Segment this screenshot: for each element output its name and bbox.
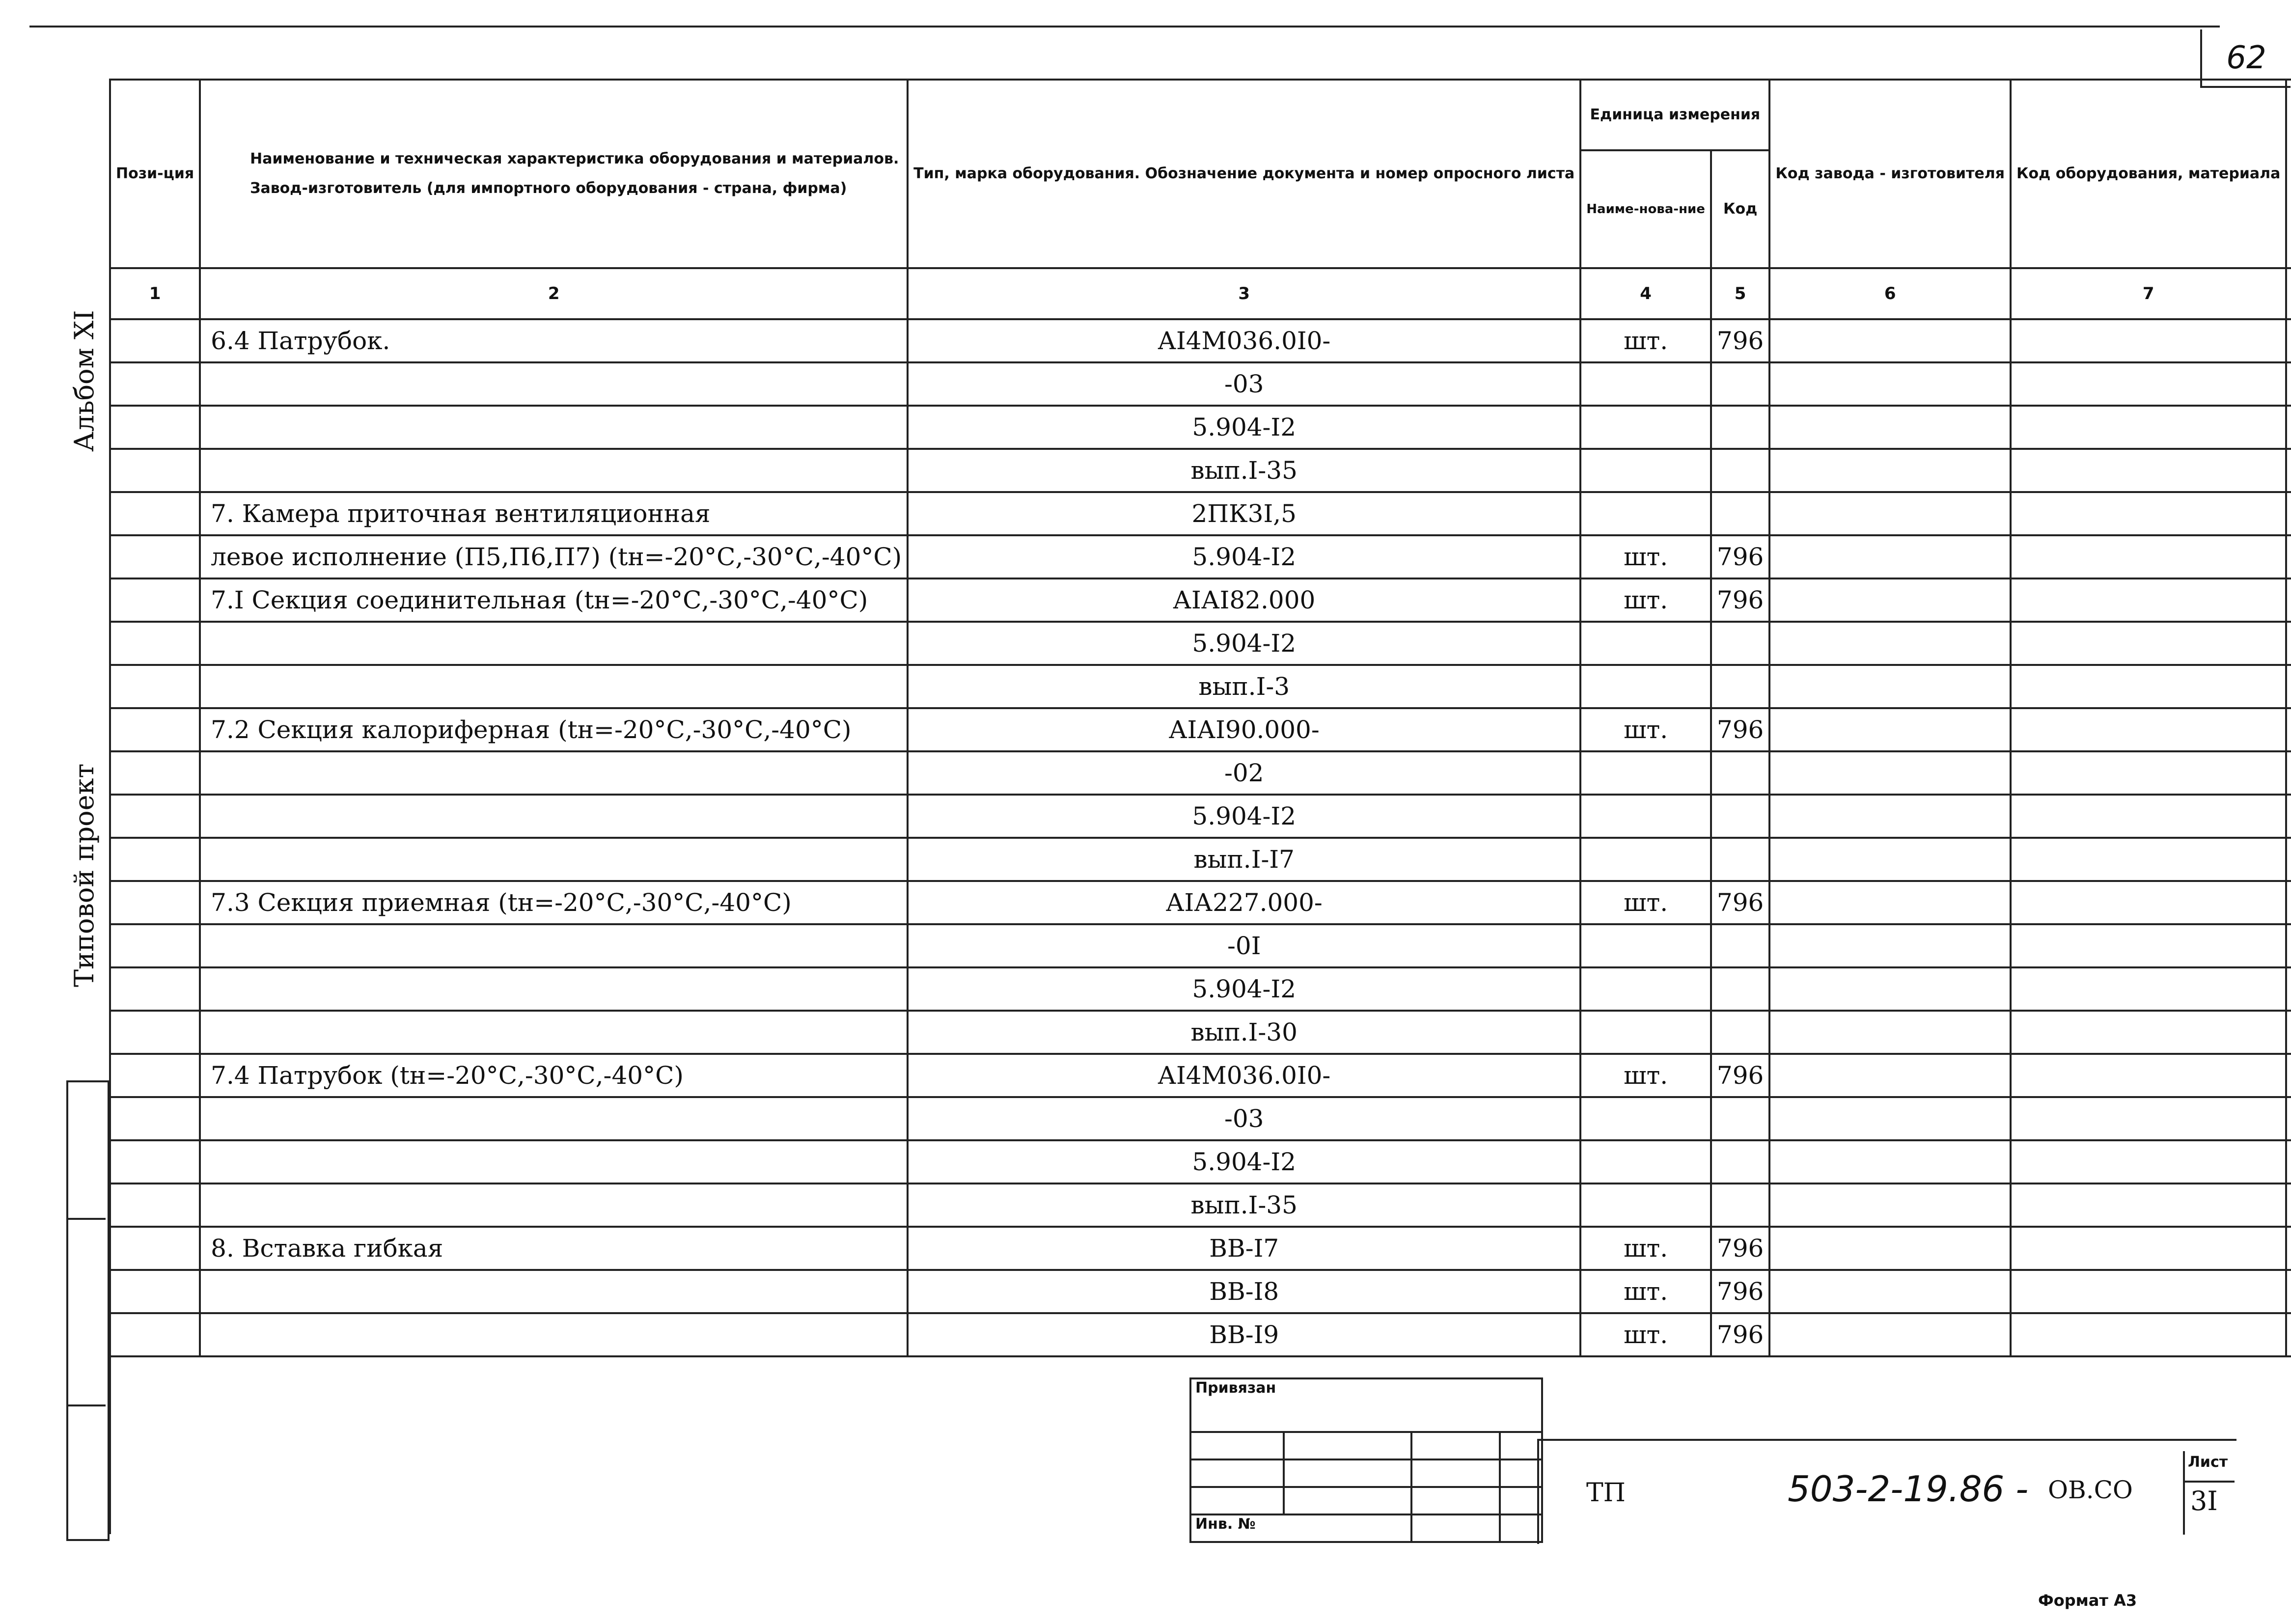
attachment-stamp	[1189, 1377, 1543, 1543]
table-row	[110, 881, 2291, 924]
row-name: 7.2 Секция калориферная (tн=-20°С,-30°С,-40°С)	[200, 708, 908, 751]
row-name	[200, 838, 908, 881]
header-unit-name: Наиме-нова-ние	[1580, 150, 1711, 268]
row-factory-code	[1769, 967, 2011, 1011]
row-unit-code: 796	[1711, 1227, 1769, 1270]
table-row	[110, 1184, 2291, 1227]
table-row	[110, 535, 2291, 578]
row-name: 7.3 Секция приемная (tн=-20°С,-30°С,-40°С)	[200, 881, 908, 924]
row-price	[2286, 967, 2291, 1011]
margin-stamp-box	[66, 1080, 110, 1541]
row-equipment-code	[2011, 622, 2286, 665]
row-equipment-code	[2011, 708, 2286, 751]
row-unit-code: 796	[1711, 1313, 1769, 1356]
col-number: 4	[1580, 268, 1711, 319]
header-name-line2: Завод-изготовитель (для импортного оборудования - страна, фирма)	[250, 180, 847, 197]
header-equipment-code: Код оборудования, материала	[2011, 80, 2286, 268]
row-name	[200, 967, 908, 1011]
row-unit-name	[1580, 362, 1711, 406]
row-position	[110, 535, 200, 578]
row-unit-name	[1580, 795, 1711, 838]
page-number: 62	[2200, 29, 2291, 88]
row-unit-name: шт.	[1580, 881, 1711, 924]
table-row	[110, 1227, 2291, 1270]
row-equipment-code	[2011, 1313, 2286, 1356]
row-price	[2286, 838, 2291, 881]
row-unit-name	[1580, 924, 1711, 967]
document-suffix: ОВ.СО	[2048, 1476, 2133, 1504]
row-name	[200, 795, 908, 838]
document-number: 503-2-19.86 -	[1788, 1468, 2029, 1510]
row-unit-name	[1580, 1184, 1711, 1227]
row-position	[110, 362, 200, 406]
row-unit-code	[1711, 838, 1769, 881]
row-name	[200, 1097, 908, 1140]
col-number: 6	[1769, 268, 2011, 319]
row-name	[200, 1184, 908, 1227]
header-unit-code: Код	[1711, 150, 1769, 268]
row-name: 7. Камера приточная вентиляционная	[200, 492, 908, 535]
row-unit-code: 796	[1711, 708, 1769, 751]
row-name	[200, 1270, 908, 1313]
row-factory-code	[1769, 1140, 2011, 1184]
table-row	[110, 1011, 2291, 1054]
row-name	[200, 362, 908, 406]
row-type: вып.I-35	[908, 1184, 1580, 1227]
row-factory-code	[1769, 751, 2011, 795]
row-position	[110, 1140, 200, 1184]
row-name	[200, 924, 908, 967]
row-name: 7.I Секция соединительная (tн=-20°С,-30°С,-40°С)	[200, 578, 908, 622]
row-factory-code	[1769, 838, 2011, 881]
table-row	[110, 1140, 2291, 1184]
row-type: -02	[908, 751, 1580, 795]
row-name	[200, 665, 908, 708]
row-equipment-code	[2011, 362, 2286, 406]
row-type: АI4М036.0I0-	[908, 1054, 1580, 1097]
row-name: 7.4 Патрубок (tн=-20°С,-30°С,-40°С)	[200, 1054, 908, 1097]
row-equipment-code	[2011, 1097, 2286, 1140]
row-name	[200, 1140, 908, 1184]
row-name	[200, 406, 908, 449]
row-equipment-code	[2011, 492, 2286, 535]
row-price	[2286, 1313, 2291, 1356]
table-row	[110, 924, 2291, 967]
table-row	[110, 665, 2291, 708]
row-position	[110, 578, 200, 622]
row-position	[110, 1097, 200, 1140]
row-factory-code	[1769, 535, 2011, 578]
col-number: 2	[200, 268, 908, 319]
row-price	[2286, 751, 2291, 795]
row-equipment-code	[2011, 665, 2286, 708]
row-factory-code	[1769, 492, 2011, 535]
row-unit-name	[1580, 622, 1711, 665]
row-unit-name	[1580, 492, 1711, 535]
header-unit: Единица измерения	[1580, 80, 1769, 150]
row-factory-code	[1769, 1313, 2011, 1356]
row-type: 5.904-I2	[908, 406, 1580, 449]
row-factory-code	[1769, 1227, 2011, 1270]
row-factory-code	[1769, 1097, 2011, 1140]
row-equipment-code	[2011, 838, 2286, 881]
row-type: 5.904-I2	[908, 1140, 1580, 1184]
sheet-divider	[2183, 1481, 2235, 1483]
row-price	[2286, 881, 2291, 924]
row-name	[200, 449, 908, 492]
row-equipment-code	[2011, 1270, 2286, 1313]
row-type: 5.904-I2	[908, 967, 1580, 1011]
table-row	[110, 492, 2291, 535]
row-name	[200, 622, 908, 665]
row-position	[110, 1054, 200, 1097]
col-number: 7	[2011, 268, 2286, 319]
margin-stamp-divider	[66, 1218, 106, 1220]
row-unit-name	[1580, 1011, 1711, 1054]
row-equipment-code	[2011, 1227, 2286, 1270]
row-unit-name	[1580, 665, 1711, 708]
row-price	[2286, 1184, 2291, 1227]
row-type: вып.I-35	[908, 449, 1580, 492]
table-row	[110, 406, 2291, 449]
row-name	[200, 751, 908, 795]
row-unit-code	[1711, 1184, 1769, 1227]
row-position	[110, 665, 200, 708]
row-type: АIАI82.000	[908, 578, 1580, 622]
row-type: вып.I-3	[908, 665, 1580, 708]
row-unit-code	[1711, 665, 1769, 708]
row-type: -03	[908, 1097, 1580, 1140]
row-position	[110, 1270, 200, 1313]
row-price	[2286, 1054, 2291, 1097]
format-label: Формат А3	[2038, 1591, 2137, 1610]
row-unit-code: 796	[1711, 881, 1769, 924]
table-row	[110, 1054, 2291, 1097]
row-unit-code	[1711, 967, 1769, 1011]
row-price	[2286, 1097, 2291, 1140]
row-unit-name: шт.	[1580, 578, 1711, 622]
row-unit-code: 796	[1711, 319, 1769, 362]
row-price	[2286, 665, 2291, 708]
row-unit-code	[1711, 492, 1769, 535]
row-name: левое исполнение (П5,П6,П7) (tн=-20°С,-30°С,-40°С)	[200, 535, 908, 578]
row-price	[2286, 1140, 2291, 1184]
row-type: ВВ-I7	[908, 1227, 1580, 1270]
table-row	[110, 1313, 2291, 1356]
row-factory-code	[1769, 622, 2011, 665]
header-price	[2286, 80, 2291, 268]
row-unit-name	[1580, 449, 1711, 492]
row-factory-code	[1769, 795, 2011, 838]
row-factory-code	[1769, 708, 2011, 751]
title-tp: ТП	[1586, 1478, 1626, 1508]
row-unit-code	[1711, 1011, 1769, 1054]
row-type: вып.I-I7	[908, 838, 1580, 881]
row-price	[2286, 1011, 2291, 1054]
row-equipment-code	[2011, 795, 2286, 838]
row-price	[2286, 622, 2291, 665]
row-price	[2286, 1270, 2291, 1313]
row-unit-code: 796	[1711, 1054, 1769, 1097]
row-unit-code	[1711, 924, 1769, 967]
row-name: 8. Вставка гибкая	[200, 1227, 908, 1270]
row-equipment-code	[2011, 535, 2286, 578]
row-unit-name: шт.	[1580, 1054, 1711, 1097]
row-type: 5.904-I2	[908, 535, 1580, 578]
row-position	[110, 1011, 200, 1054]
header-factory-code: Код завода - изготовителя	[1769, 80, 2011, 268]
stamp-inv: Инв. №	[1190, 1514, 1411, 1542]
row-position	[110, 622, 200, 665]
row-unit-name	[1580, 406, 1711, 449]
row-unit-name	[1580, 1140, 1711, 1184]
row-unit-name	[1580, 1097, 1711, 1140]
row-price	[2286, 578, 2291, 622]
row-type: ВВ-I9	[908, 1313, 1580, 1356]
row-type: АIА227.000-	[908, 881, 1580, 924]
col-number: 5	[1711, 268, 1769, 319]
table-row	[110, 622, 2291, 665]
row-price	[2286, 406, 2291, 449]
album-label: Альбом XI	[69, 310, 100, 452]
project-label: Типовой проект	[69, 763, 100, 987]
table-row	[110, 362, 2291, 406]
margin-stamp-divider	[66, 1404, 106, 1406]
row-unit-name: шт.	[1580, 1227, 1711, 1270]
row-factory-code	[1769, 406, 2011, 449]
top-border-line	[29, 26, 2220, 28]
row-type: -0I	[908, 924, 1580, 967]
row-unit-code	[1711, 406, 1769, 449]
row-price	[2286, 708, 2291, 751]
sheet-label: Лист	[2188, 1454, 2228, 1471]
row-unit-name	[1580, 751, 1711, 795]
row-unit-name	[1580, 838, 1711, 881]
header-name	[200, 80, 908, 268]
row-position	[110, 838, 200, 881]
row-equipment-code	[2011, 967, 2286, 1011]
row-position	[110, 319, 200, 362]
row-price	[2286, 924, 2291, 967]
row-position	[110, 708, 200, 751]
row-position	[110, 751, 200, 795]
row-equipment-code	[2011, 924, 2286, 967]
table-row	[110, 449, 2291, 492]
table-row	[110, 751, 2291, 795]
table-row	[110, 1097, 2291, 1140]
row-equipment-code	[2011, 578, 2286, 622]
row-unit-code	[1711, 362, 1769, 406]
row-equipment-code	[2011, 449, 2286, 492]
row-price	[2286, 535, 2291, 578]
row-factory-code	[1769, 1054, 2011, 1097]
col-number	[2286, 268, 2291, 319]
table-row	[110, 838, 2291, 881]
row-position	[110, 881, 200, 924]
specification-table	[109, 79, 2291, 1534]
row-unit-code	[1711, 795, 1769, 838]
row-unit-code	[1711, 449, 1769, 492]
table-row	[110, 795, 2291, 838]
row-factory-code	[1769, 665, 2011, 708]
stamp-attached: Привязан	[1190, 1378, 1542, 1432]
table-row	[110, 1270, 2291, 1313]
row-unit-name: шт.	[1580, 1313, 1711, 1356]
row-position	[110, 1184, 200, 1227]
row-position	[110, 492, 200, 535]
row-position	[110, 967, 200, 1011]
table-row	[110, 708, 2291, 751]
header-position: Пози-ция	[110, 80, 200, 268]
row-factory-code	[1769, 924, 2011, 967]
row-unit-code	[1711, 1097, 1769, 1140]
row-unit-code	[1711, 1140, 1769, 1184]
row-unit-code	[1711, 622, 1769, 665]
table-row	[110, 967, 2291, 1011]
row-unit-code: 796	[1711, 535, 1769, 578]
row-type: 5.904-I2	[908, 622, 1580, 665]
row-name	[200, 1313, 908, 1356]
row-type: -03	[908, 362, 1580, 406]
row-factory-code	[1769, 1270, 2011, 1313]
row-price	[2286, 492, 2291, 535]
row-name	[200, 1011, 908, 1054]
col-number: 1	[110, 268, 200, 319]
row-equipment-code	[2011, 1011, 2286, 1054]
row-factory-code	[1769, 449, 2011, 492]
row-equipment-code	[2011, 751, 2286, 795]
header-name-line1: Наименование и техническая характеристика оборудования и материалов.	[250, 150, 899, 167]
row-equipment-code	[2011, 319, 2286, 362]
row-position	[110, 406, 200, 449]
row-equipment-code	[2011, 1140, 2286, 1184]
row-factory-code	[1769, 362, 2011, 406]
row-type: АI4М036.0I0-	[908, 319, 1580, 362]
row-position	[110, 795, 200, 838]
row-position	[110, 1227, 200, 1270]
row-factory-code	[1769, 1011, 2011, 1054]
row-type: вып.I-30	[908, 1011, 1580, 1054]
row-price	[2286, 1227, 2291, 1270]
sheet-number: 3I	[2190, 1486, 2218, 1516]
table-row	[110, 578, 2291, 622]
row-position	[110, 449, 200, 492]
row-unit-code	[1711, 751, 1769, 795]
row-position	[110, 1313, 200, 1356]
row-type: 2ПК3I,5	[908, 492, 1580, 535]
row-price	[2286, 319, 2291, 362]
row-unit-name	[1580, 967, 1711, 1011]
row-equipment-code	[2011, 881, 2286, 924]
row-equipment-code	[2011, 1184, 2286, 1227]
row-factory-code	[1769, 1184, 2011, 1227]
row-type: 5.904-I2	[908, 795, 1580, 838]
table-row	[110, 319, 2291, 362]
row-unit-name: шт.	[1580, 708, 1711, 751]
row-unit-name: шт.	[1580, 1270, 1711, 1313]
header-type: Тип, марка оборудования. Обозначение документа и номер опросного листа	[908, 80, 1580, 268]
row-factory-code	[1769, 578, 2011, 622]
row-equipment-code	[2011, 406, 2286, 449]
row-name: 6.4 Патрубок.	[200, 319, 908, 362]
row-unit-code: 796	[1711, 578, 1769, 622]
row-price	[2286, 795, 2291, 838]
row-unit-code: 796	[1711, 1270, 1769, 1313]
row-unit-name: шт.	[1580, 535, 1711, 578]
row-price	[2286, 449, 2291, 492]
row-price	[2286, 362, 2291, 406]
row-unit-name: шт.	[1580, 319, 1711, 362]
col-number: 3	[908, 268, 1580, 319]
row-position	[110, 924, 200, 967]
row-type: ВВ-I8	[908, 1270, 1580, 1313]
row-factory-code	[1769, 881, 2011, 924]
row-factory-code	[1769, 319, 2011, 362]
row-type: АIАI90.000-	[908, 708, 1580, 751]
row-equipment-code	[2011, 1054, 2286, 1097]
